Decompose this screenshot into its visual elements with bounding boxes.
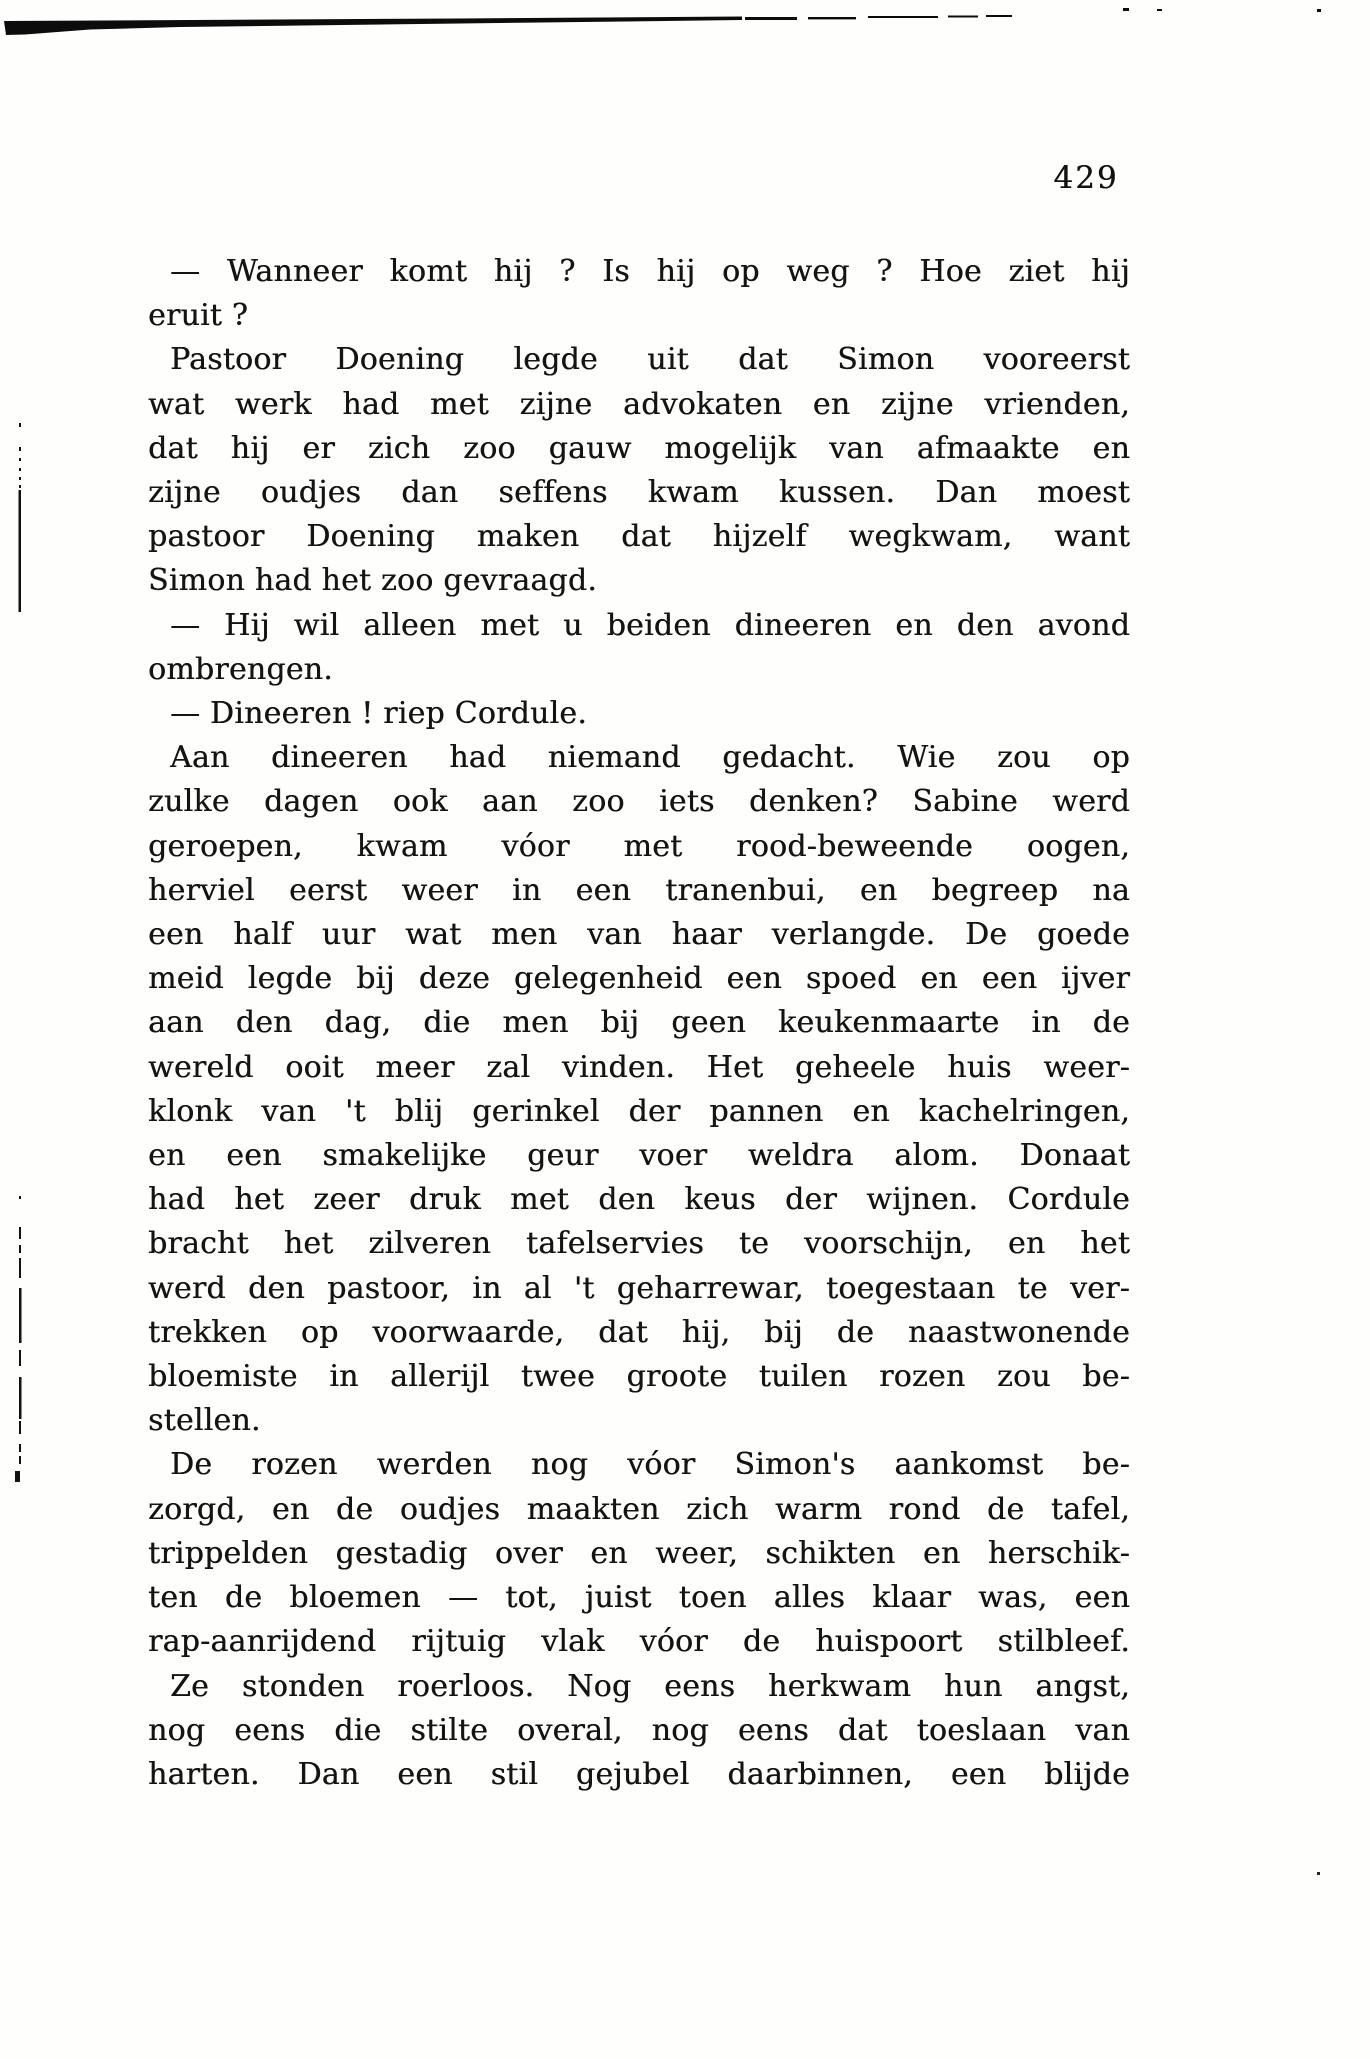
text-line: ten de bloemen — tot, juist toen alles klaar was, een [148, 1580, 1130, 1616]
text-line: harten. Dan een stil gejubel daarbinnen, een blijde [148, 1756, 1130, 1792]
text-line: wereld ooit meer zal vinden. Het geheele huis weer- [148, 1049, 1130, 1085]
text-line: bracht het zilveren tafelservies te voorschijn, en het [148, 1226, 1130, 1262]
text-line: zulke dagen ook aan zoo iets denken? Sabine werd [148, 784, 1130, 820]
scan-artifact-top-bar [4, 8, 1321, 35]
text-line: Simon had het zoo gevraagd. [148, 563, 597, 599]
text-line: De rozen werden nog vóor Simon's aankomst be- [170, 1447, 1130, 1483]
text-line: klonk van 't blij gerinkel der pannen en kachelringen, [148, 1093, 1130, 1129]
text-line: trippelden gestadig over en weer, schikten en herschik- [148, 1535, 1130, 1571]
text-line: zorgd, en de oudjes maakten zich warm rond de tafel, [148, 1491, 1130, 1527]
text-line: zijne oudjes dan seffens kwam kussen. Dan moest [148, 475, 1130, 511]
text-line: dat hij er zich zoo gauw mogelijk van afmaakte en [148, 430, 1130, 466]
text-line: trekken op voorwaarde, dat hij, bij de naastwonende [148, 1314, 1130, 1350]
text-line: meid legde bij deze gelegenheid een spoed en een ijver [148, 961, 1130, 997]
text-line: werd den pastoor, in al 't geharrewar, toegestaan te ver- [148, 1270, 1130, 1306]
text-line: stellen. [148, 1403, 261, 1439]
text-line: rap-aanrijdend rijtuig vlak vóor de huispoort stilbleef. [148, 1624, 1130, 1660]
scan-artifact-left-margin [15, 423, 22, 1482]
text-line: eruit ? [148, 298, 249, 334]
text-line: nog eens die stilte overal, nog eens dat toeslaan van [148, 1712, 1130, 1748]
text-line: Aan dineeren had niemand gedacht. Wie zou op [170, 740, 1130, 776]
text-line: — Hij wil alleen met u beiden dineeren en den avond [170, 607, 1130, 643]
text-line: Ze stonden roerloos. Nog eens herkwam hun angst, [170, 1668, 1130, 1704]
text-block [148, 250, 1130, 1797]
text-line: wat werk had met zijne advokaten en zijne vrienden, [148, 386, 1130, 422]
text-line: — Dineeren ! riep Cordule. [170, 696, 587, 732]
page-number: 429 [1053, 160, 1119, 196]
text-line: pastoor Doening maken dat hijzelf wegkwam, want [148, 519, 1130, 555]
text-line: Pastoor Doening legde uit dat Simon vooreerst [170, 342, 1130, 378]
text-line: bloemiste in allerijl twee groote tuilen rozen zou be- [148, 1359, 1130, 1395]
text-line: ombrengen. [148, 651, 333, 687]
text-line: aan den dag, die men bij geen keukenmaarte in de [148, 1005, 1130, 1041]
text-line: had het zeer druk met den keus der wijnen. Cordule [148, 1182, 1130, 1218]
text-line: — Wanneer komt hij ? Is hij op weg ? Hoe ziet hij [170, 254, 1130, 289]
scan-artifact-specks [1317, 1872, 1320, 1875]
text-line: geroepen, kwam vóor met rood-beweende oogen, [148, 828, 1130, 864]
text-line: een half uur wat men van haar verlangde. De goede [148, 917, 1130, 953]
text-line: herviel eerst weer in een tranenbui, en begreep na [148, 872, 1130, 908]
text-line: en een smakelijke geur voer weldra alom. Donaat [148, 1138, 1130, 1174]
